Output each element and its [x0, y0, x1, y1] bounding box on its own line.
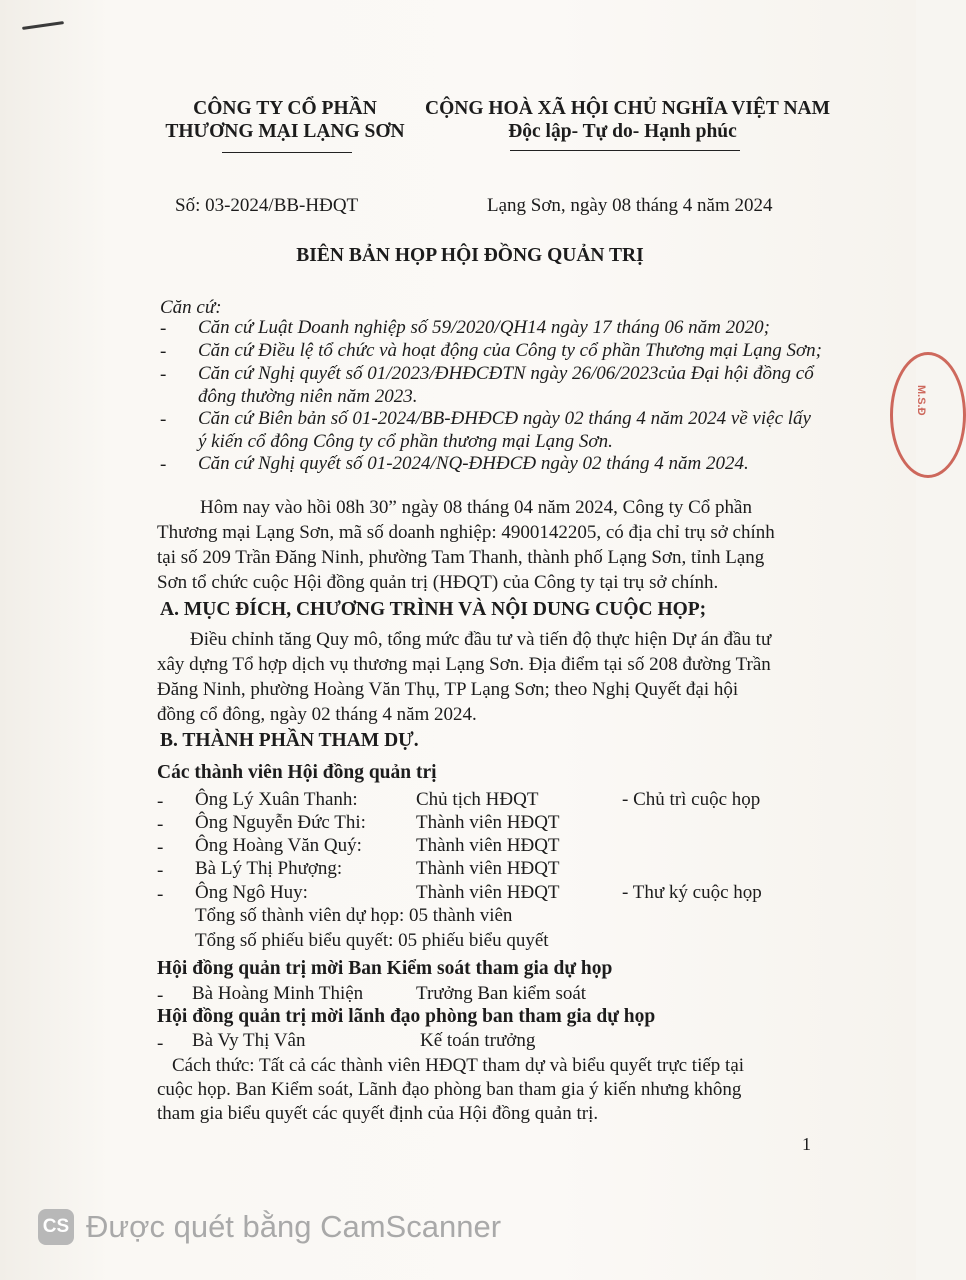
member-dash: -: [157, 884, 164, 905]
board-members-heading: Các thành viên Hội đồng quản trị: [157, 762, 437, 783]
supervisory-name: Bà Hoàng Minh Thiện: [192, 983, 364, 1004]
member-duty: - Chủ trì cuộc họp: [622, 789, 761, 810]
departments-heading: Hội đồng quản trị mời lãnh đạo phòng ban tham gia dự họp: [157, 1006, 656, 1027]
department-role: Kế toán trưởng: [420, 1030, 536, 1051]
total-votes: Tổng số phiếu biểu quyết: 05 phiếu biểu quyết: [195, 930, 549, 951]
member-dash: -: [157, 860, 164, 881]
basis-item: Căn cứ Nghị quyết số 01-2024/NQ-ĐHĐCĐ ngày 02 tháng 4 năm 2024.: [198, 453, 749, 474]
member-role: Chủ tịch HĐQT: [416, 789, 539, 810]
section-b-heading: B. THÀNH PHẦN THAM DỰ.: [160, 730, 419, 751]
member-duty: - Thư ký cuộc họp: [622, 882, 762, 903]
basis-item: Căn cứ Luật Doanh nghiệp số 59/2020/QH14 ngày 17 tháng 06 năm 2020;: [198, 317, 770, 338]
method-line: Cách thức: Tất cả các thành viên HĐQT tham dự và biểu quyết trực tiếp tại: [172, 1055, 745, 1076]
member-role: Thành viên HĐQT: [416, 882, 560, 903]
company-underline: [222, 152, 352, 153]
member-role: Thành viên HĐQT: [416, 858, 560, 879]
place-and-date: Lạng Sơn, ngày 08 tháng 4 năm 2024: [487, 195, 773, 216]
company-name-line1: CÔNG TY CỔ PHẦN: [193, 98, 377, 119]
member-name: Ông Hoàng Văn Quý:: [195, 835, 362, 856]
method-line: cuộc họp. Ban Kiểm soát, Lãnh đạo phòng ban tham gia ý kiến nhưng không: [157, 1079, 742, 1100]
total-members: Tổng số thành viên dự họp: 05 thành viên: [195, 905, 513, 926]
member-dash: -: [157, 814, 164, 835]
basis-item: Căn cứ Nghị quyết số 01/2023/ĐHĐCĐTN ngày 26/06/2023của Đại hội đồng cổ: [198, 363, 814, 384]
member-role: Thành viên HĐQT: [416, 835, 560, 856]
section-a-heading: A. MỤC ĐÍCH, CHƯƠNG TRÌNH VÀ NỘI DUNG CUỘC HỌP;: [160, 599, 707, 620]
supervisory-heading: Hội đồng quản trị mời Ban Kiểm soát tham gia dự họp: [157, 958, 613, 979]
watermark-text: Được quét bằng CamScanner: [86, 1208, 502, 1244]
section-a-line: xây dựng Tổ hợp dịch vụ thương mại Lạng Sơn. Địa điểm tại số 208 đường Trần: [157, 654, 771, 675]
basis-item-cont: đông thường niên năm 2023.: [198, 386, 418, 407]
intro-line: Sơn tổ chức cuộc Hội đồng quản trị (HĐQT) của Công ty tại trụ sở chính.: [157, 572, 719, 593]
pen-mark: [22, 21, 64, 30]
camscanner-logo-icon: CS: [38, 1209, 74, 1245]
basis-item: Căn cứ Điều lệ tổ chức và hoạt động của Công ty cổ phần Thương mại Lạng Sơn;: [198, 340, 822, 361]
basis-heading: Căn cứ:: [160, 297, 222, 318]
motto-underline: [510, 150, 740, 151]
member-role: Thành viên HĐQT: [416, 812, 560, 833]
supervisory-dash: -: [157, 985, 164, 1006]
section-a-line: Điều chỉnh tăng Quy mô, tổng mức đầu tư và tiến độ thực hiện Dự án đầu tư: [190, 629, 772, 650]
member-name: Ông Nguyễn Đức Thi:: [195, 812, 366, 833]
national-motto: Độc lập- Tự do- Hạnh phúc: [508, 121, 737, 142]
basis-bullet: -: [160, 409, 167, 430]
intro-line: Hôm nay vào hồi 08h 30” ngày 08 tháng 04 năm 2024, Công ty Cổ phần: [200, 497, 752, 518]
method-line: tham gia biểu quyết các quyết định của Hội đồng quản trị.: [157, 1103, 599, 1124]
section-a-line: Đăng Ninh, phường Hoàng Văn Thụ, TP Lạng Sơn; theo Nghị Quyết đại hội: [157, 679, 739, 700]
page-number: 1: [802, 1134, 811, 1154]
member-dash: -: [157, 837, 164, 858]
department-name: Bà Vy Thị Vân: [192, 1030, 306, 1051]
basis-item: Căn cứ Biên bản số 01-2024/BB-ĐHĐCĐ ngày 02 tháng 4 năm 2024 về việc lấy: [198, 408, 811, 429]
company-seal: [890, 352, 966, 478]
member-dash: -: [157, 791, 164, 812]
intro-line: Thương mại Lạng Sơn, mã số doanh nghiệp: 4900142205, có địa chỉ trụ sở chính: [157, 522, 775, 543]
camscanner-watermark: [38, 1207, 501, 1247]
section-a-line: đồng cổ đông, ngày 02 tháng 4 năm 2024.: [157, 704, 477, 725]
member-name: Ông Lý Xuân Thanh:: [195, 789, 358, 810]
basis-bullet: -: [160, 364, 167, 385]
document-title: BIÊN BẢN HỌP HỘI ĐỒNG QUẢN TRỊ: [296, 245, 644, 266]
national-title: CỘNG HOÀ XÃ HỘI CHỦ NGHĨA VIỆT NAM: [425, 98, 831, 119]
document-number: Số: 03-2024/BB-HĐQT: [175, 195, 359, 216]
basis-item-cont: ý kiến cổ đông Công ty cổ phần thương mại Lạng Sơn.: [198, 431, 613, 452]
basis-bullet: -: [160, 454, 167, 475]
basis-bullet: -: [160, 341, 167, 362]
member-name: Ông Ngô Huy:: [195, 882, 308, 903]
company-name-line2: THƯƠNG MẠI LẠNG SƠN: [165, 121, 405, 142]
intro-line: tại số 209 Trần Đăng Ninh, phường Tam Thanh, thành phố Lạng Sơn, tỉnh Lạng: [157, 547, 765, 568]
seal-text: M.S.Đ: [915, 385, 927, 416]
department-dash: -: [157, 1033, 164, 1054]
supervisory-role: Trưởng Ban kiểm soát: [416, 983, 587, 1004]
basis-bullet: -: [160, 318, 167, 339]
member-name: Bà Lý Thị Phượng:: [195, 858, 343, 879]
